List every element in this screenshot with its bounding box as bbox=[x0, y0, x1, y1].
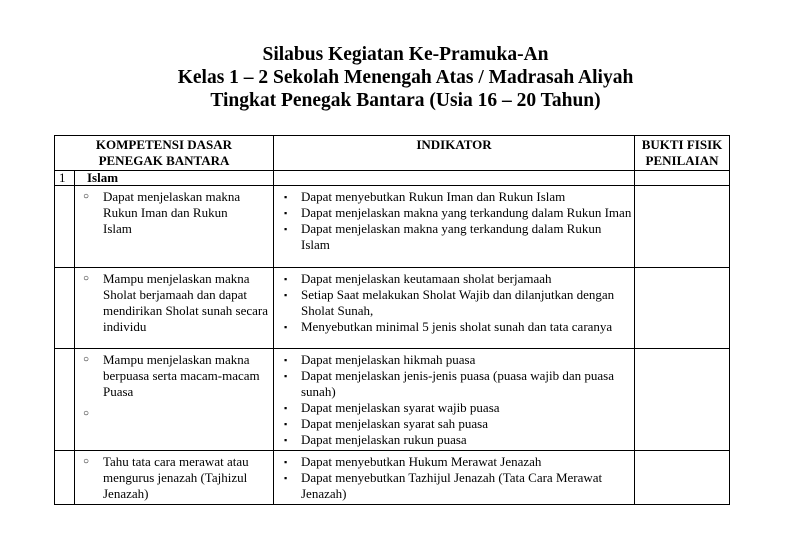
document-subtitle-class: Kelas 1 – 2 Sekolah Menengah Atas / Madrasah Aliyah bbox=[177, 67, 634, 88]
list-item: ▪ Dapat menjelaskan makna yang terkandung dalam Rukun Iman bbox=[282, 205, 632, 221]
header-indikator bbox=[274, 136, 635, 171]
list-item: ▪ Dapat menjelaskan hikmah puasa bbox=[282, 352, 632, 368]
bukti-cell bbox=[635, 349, 730, 451]
header-bukti bbox=[635, 136, 730, 171]
kompetensi-text: Tahu tata cara merawat atau mengurus jenazah (Tajhizul Jenazah) bbox=[103, 454, 249, 501]
circle-bullet-icon: ○ bbox=[83, 273, 90, 284]
circle-bullet-icon: ○ bbox=[83, 456, 90, 467]
table-row bbox=[55, 349, 730, 451]
table-row bbox=[55, 268, 730, 349]
section-row bbox=[55, 171, 730, 186]
section-label: Islam bbox=[75, 171, 274, 186]
list-item: ▪ Dapat menjelaskan syarat sah puasa bbox=[282, 416, 632, 432]
section-empty-cell bbox=[635, 171, 730, 186]
header-kompetensi bbox=[55, 136, 274, 171]
kompetensi-text: Mampu menjelaskan makna berpuasa serta macam-macam Puasa bbox=[103, 352, 260, 399]
kompetensi-text: Mampu menjelaskan makna Sholat berjamaah dan dapat mendirikan Sholat sunah secara individu bbox=[103, 271, 268, 334]
kompetensi-cell bbox=[75, 268, 274, 349]
row-number-cell bbox=[55, 451, 75, 505]
indikator-cell bbox=[274, 186, 635, 268]
list-item: ▪ Dapat menjelaskan rukun puasa bbox=[282, 432, 632, 448]
kompetensi-text: Dapat menjelaskan makna Rukun Iman dan Rukun Islam bbox=[103, 189, 241, 236]
document-subtitle-level: Tingkat Penegak Bantara (Usia 16 – 20 Tahun) bbox=[210, 90, 601, 111]
circle-bullet-icon: ○ bbox=[83, 191, 90, 202]
row-number-cell bbox=[55, 349, 75, 451]
kompetensi-cell bbox=[75, 451, 274, 505]
list-item: ▪ Dapat menjelaskan makna yang terkandung dalam Rukun Islam bbox=[282, 221, 632, 253]
list-item: ▪ Dapat menjelaskan jenis-jenis puasa (puasa wajib dan puasa sunah) bbox=[282, 368, 632, 400]
indikator-cell bbox=[274, 268, 635, 349]
table-header-row bbox=[55, 136, 730, 171]
list-item: ▪ Menyebutkan minimal 5 jenis sholat sunah dan tata caranya bbox=[282, 319, 632, 335]
list-item: ▪ Setiap Saat melakukan Sholat Wajib dan dilanjutkan dengan Sholat Sunah, bbox=[282, 287, 632, 319]
circle-bullet-icon: ○ bbox=[83, 354, 90, 365]
list-item: ▪ Dapat menjelaskan keutamaan sholat berjamaah bbox=[282, 271, 632, 287]
bukti-cell bbox=[635, 268, 730, 349]
header-indikator-text: INDIKATOR bbox=[416, 137, 492, 152]
syllabus-table bbox=[54, 135, 730, 505]
list-item: ▪ Dapat menjelaskan syarat wajib puasa bbox=[282, 400, 632, 416]
document-title: Silabus Kegiatan Ke-Pramuka-An bbox=[262, 44, 549, 65]
header-bukti-text: BUKTI FISIK PENILAIAN bbox=[641, 137, 723, 168]
kompetensi-cell bbox=[75, 349, 274, 451]
list-item: ▪ Dapat menyebutkan Rukun Iman dan Rukun Islam bbox=[282, 189, 632, 205]
bukti-cell bbox=[635, 451, 730, 505]
section-empty-cell bbox=[274, 171, 635, 186]
circle-bullet-icon: ○ bbox=[83, 408, 90, 419]
header-kompetensi-text: KOMPETENSI DASAR PENEGAK BANTARA bbox=[95, 137, 233, 168]
indikator-cell bbox=[274, 451, 635, 505]
list-item: ▪ Dapat menyebutkan Tazhijul Jenazah (Tata Cara Merawat Jenazah) bbox=[282, 470, 632, 502]
table-row bbox=[55, 186, 730, 268]
bukti-cell bbox=[635, 186, 730, 268]
list-item: ▪ Dapat menyebutkan Hukum Merawat Jenazah bbox=[282, 454, 632, 470]
kompetensi-cell bbox=[75, 186, 274, 268]
row-number-cell bbox=[55, 186, 75, 268]
section-number: 1 bbox=[55, 171, 75, 186]
table-row bbox=[55, 451, 730, 505]
row-number-cell bbox=[55, 268, 75, 349]
indikator-cell bbox=[274, 349, 635, 451]
